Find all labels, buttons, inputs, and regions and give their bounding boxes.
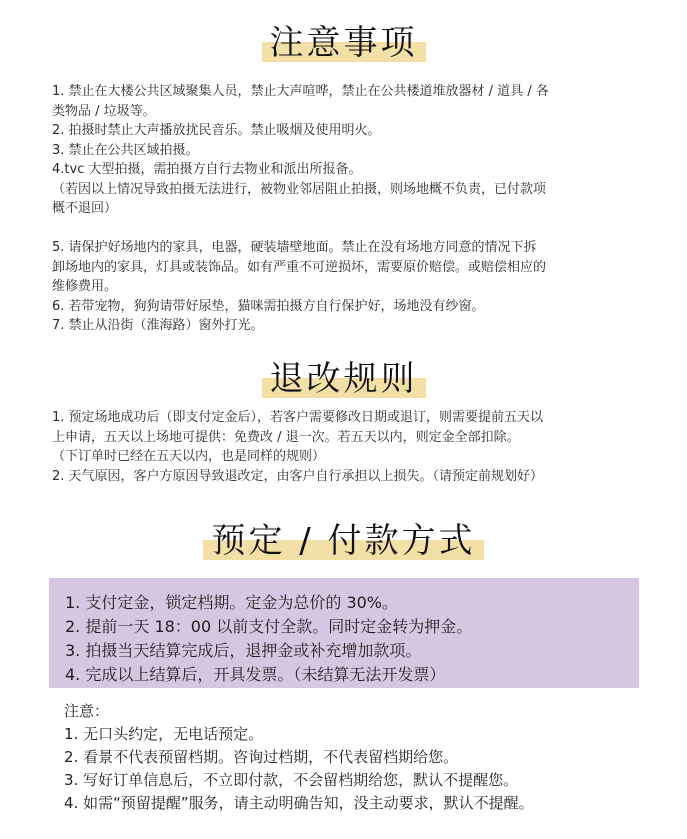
notice-line: （若因以上情况导致拍摄无法进行，被物业邻居阻止拍摄，则场地概不负责，已付款项 <box>52 181 547 197</box>
heading-payment-text: 预定 / 付款方式 <box>203 520 483 562</box>
refund-line: 上申请，五天以上场地可提供：免费改 / 退一次。若五天以内，则定金全部扣除。 <box>52 429 520 445</box>
note-item: 2. 看景不代表预留档期。咨询过档期，不代表留档期给您。 <box>64 748 459 766</box>
notice-line: 卸场地内的家具，灯具或装饰品。如有严重不可逆损坏，需要原价赔偿。或赔偿相应的 <box>52 259 547 275</box>
payment-step: 4. 完成以上结算后，开具发票。（未结算无法开发票） <box>65 665 446 684</box>
heading-notice-text: 注意事项 <box>262 22 426 64</box>
notice-line: 维修费用。 <box>52 279 118 294</box>
notice-line: 6. 若带宠物，狗狗请带好尿垫，猫咪需拍摄方自行保护好，场地没有纱窗。 <box>52 298 485 314</box>
heading-notice <box>0 22 687 64</box>
refund-line: 1. 预定场地成功后（即支付定金后），若客户需要修改日期或退订，则需要提前五天以 <box>52 410 544 425</box>
notice-line: 5. 请保护好场地内的家具，电器，硬装墙壁地面。禁止在没有场地方同意的情况下拆 <box>52 240 537 255</box>
payment-step: 2. 提前一天 18：00 以前支付全款。同时定金转为押金。 <box>65 617 473 636</box>
note-item: 3. 写好订单信息后，不立即付款，不会留档期给您，默认不提醒您。 <box>64 771 519 789</box>
heading-refund <box>0 358 687 400</box>
payment-step: 3. 拍摄当天结算完成后，退押金或补充增加款项。 <box>65 641 422 660</box>
notice-line: 2. 拍摄时禁止大声播放扰民音乐。禁止吸烟及使用明火。 <box>52 123 381 138</box>
payment-box <box>49 578 639 688</box>
notes-label: 注意： <box>64 702 110 720</box>
note-item: 4. 如需“预留提醒”服务，请主动明确告知，没主动要求，默认不提醒。 <box>64 794 534 812</box>
notice-line: 类物品 / 垃圾等。 <box>52 103 156 119</box>
heading-payment <box>0 520 687 562</box>
heading-refund-text: 退改规则 <box>262 358 426 400</box>
notice-paragraph <box>52 82 642 336</box>
payment-step: 1. 支付定金，锁定档期。定金为总价的 30%。 <box>65 593 399 612</box>
note-item: 1. 无口头约定，无电话预定。 <box>64 725 264 743</box>
refund-line: （下订单时已经在五天以内，也是同样的规则） <box>52 449 326 464</box>
refund-line: 2. 天气原因，客户方原因导致退改定，由客户自行承担以上损失。（请预定前规划好） <box>52 468 544 484</box>
notice-line: 7. 禁止从沿街（淮海路）窗外打光。 <box>52 318 264 333</box>
notice-line: 4.tvc 大型拍摄，需拍摄方自行去物业和派出所报备。 <box>52 162 362 177</box>
refund-paragraph <box>52 408 642 486</box>
notice-line: 1. 禁止在大楼公共区域聚集人员，禁止大声喧哗，禁止在公共楼道堆放器材 / 道具 / 各 <box>52 84 549 99</box>
notice-line: 3. 禁止在公共区域拍摄。 <box>52 142 199 158</box>
notice-line: 概不退回） <box>52 201 118 216</box>
notice-line-blank <box>52 219 642 239</box>
